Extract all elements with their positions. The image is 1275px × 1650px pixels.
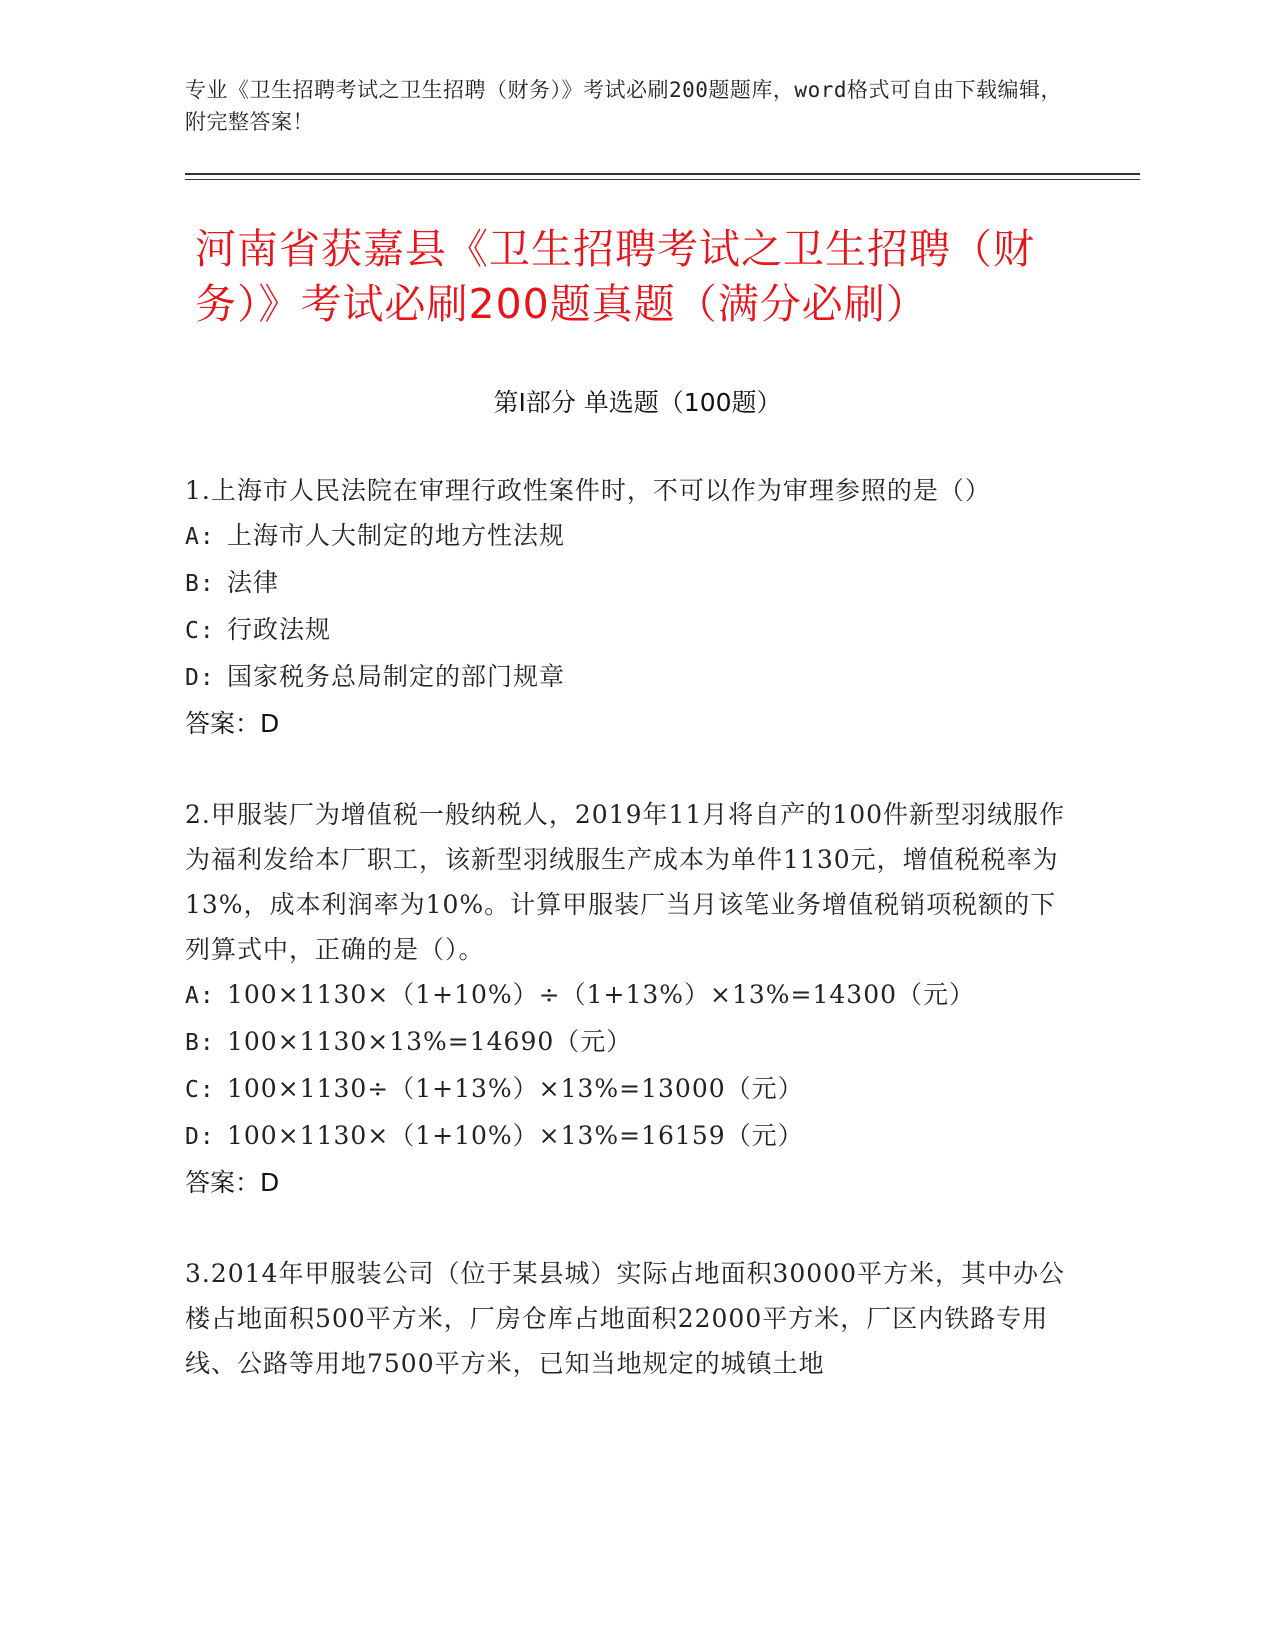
option-letter: B: (185, 1030, 215, 1056)
question-list (185, 468, 1065, 1432)
answer-line: 答案：D (185, 1168, 280, 1197)
option-letter: A: (185, 524, 215, 550)
option-d (185, 1113, 1065, 1160)
option-text: 行政法规 (227, 615, 332, 644)
option-text: 100×1130÷（1+13%）×13%=13000（元） (227, 1074, 804, 1103)
question-2 (185, 792, 1065, 1205)
option-text: 100×1130×13%=14690（元） (227, 1027, 633, 1056)
header-rule-thin (185, 179, 1140, 180)
option-text: 100×1130×（1+10%）÷（1+13%）×13%=14300（元） (227, 980, 976, 1009)
option-letter: D: (185, 665, 215, 691)
option-b (185, 1019, 1065, 1066)
answer-line: 答案：D (185, 709, 280, 738)
header-note: 专业《卫生招聘考试之卫生招聘（财务）》考试必刷200题题库，word格式可自由下载编辑，附完整答案！ (185, 78, 1062, 134)
document-title: 河南省获嘉县《卫生招聘考试之卫生招聘（财务）》考试必刷200题真题（满分必刷） (195, 225, 1035, 328)
question-1 (185, 468, 1065, 746)
question-3 (185, 1251, 1065, 1386)
option-letter: D: (185, 1124, 215, 1150)
option-c (185, 1066, 1065, 1113)
option-letter: C: (185, 1077, 215, 1103)
option-letter: A: (185, 983, 215, 1009)
option-text: 国家税务总局制定的部门规章 (227, 662, 566, 691)
question-text: 2.甲服装厂为增值税一般纳税人，2019年11月将自产的100件新型羽绒服作为福利发给本厂职工，该新型羽绒服生产成本为单件1130元，增值税税率为13%，成本利润率为10%。计算甲服装厂当月该笔业务增值税销项税额的下列算式中，正确的是（）。 (185, 800, 1066, 964)
option-d (185, 654, 1065, 701)
option-letter: C: (185, 618, 215, 644)
option-text: 上海市人大制定的地方性法规 (227, 521, 566, 550)
section-heading: 第I部分 单选题（100题） (493, 388, 782, 417)
option-b (185, 560, 1065, 607)
header-rule-thick (185, 173, 1140, 175)
option-a (185, 513, 1065, 560)
option-c (185, 607, 1065, 654)
option-text: 法律 (227, 568, 280, 597)
option-text: 100×1130×（1+10%）×13%=16159（元） (227, 1121, 804, 1150)
option-letter: B: (185, 571, 215, 597)
option-a (185, 972, 1065, 1019)
question-text: 1.上海市人民法院在审理行政性案件时，不可以作为审理参照的是（） (185, 476, 991, 505)
question-text: 3.2014年甲服装公司（位于某县城）实际占地面积30000平方米，其中办公楼占地面积500平方米，厂房仓库占地面积22000平方米，厂区内铁路专用线、公路等用地7500平方米，已知当地规定的城镇土地 (185, 1259, 1066, 1378)
